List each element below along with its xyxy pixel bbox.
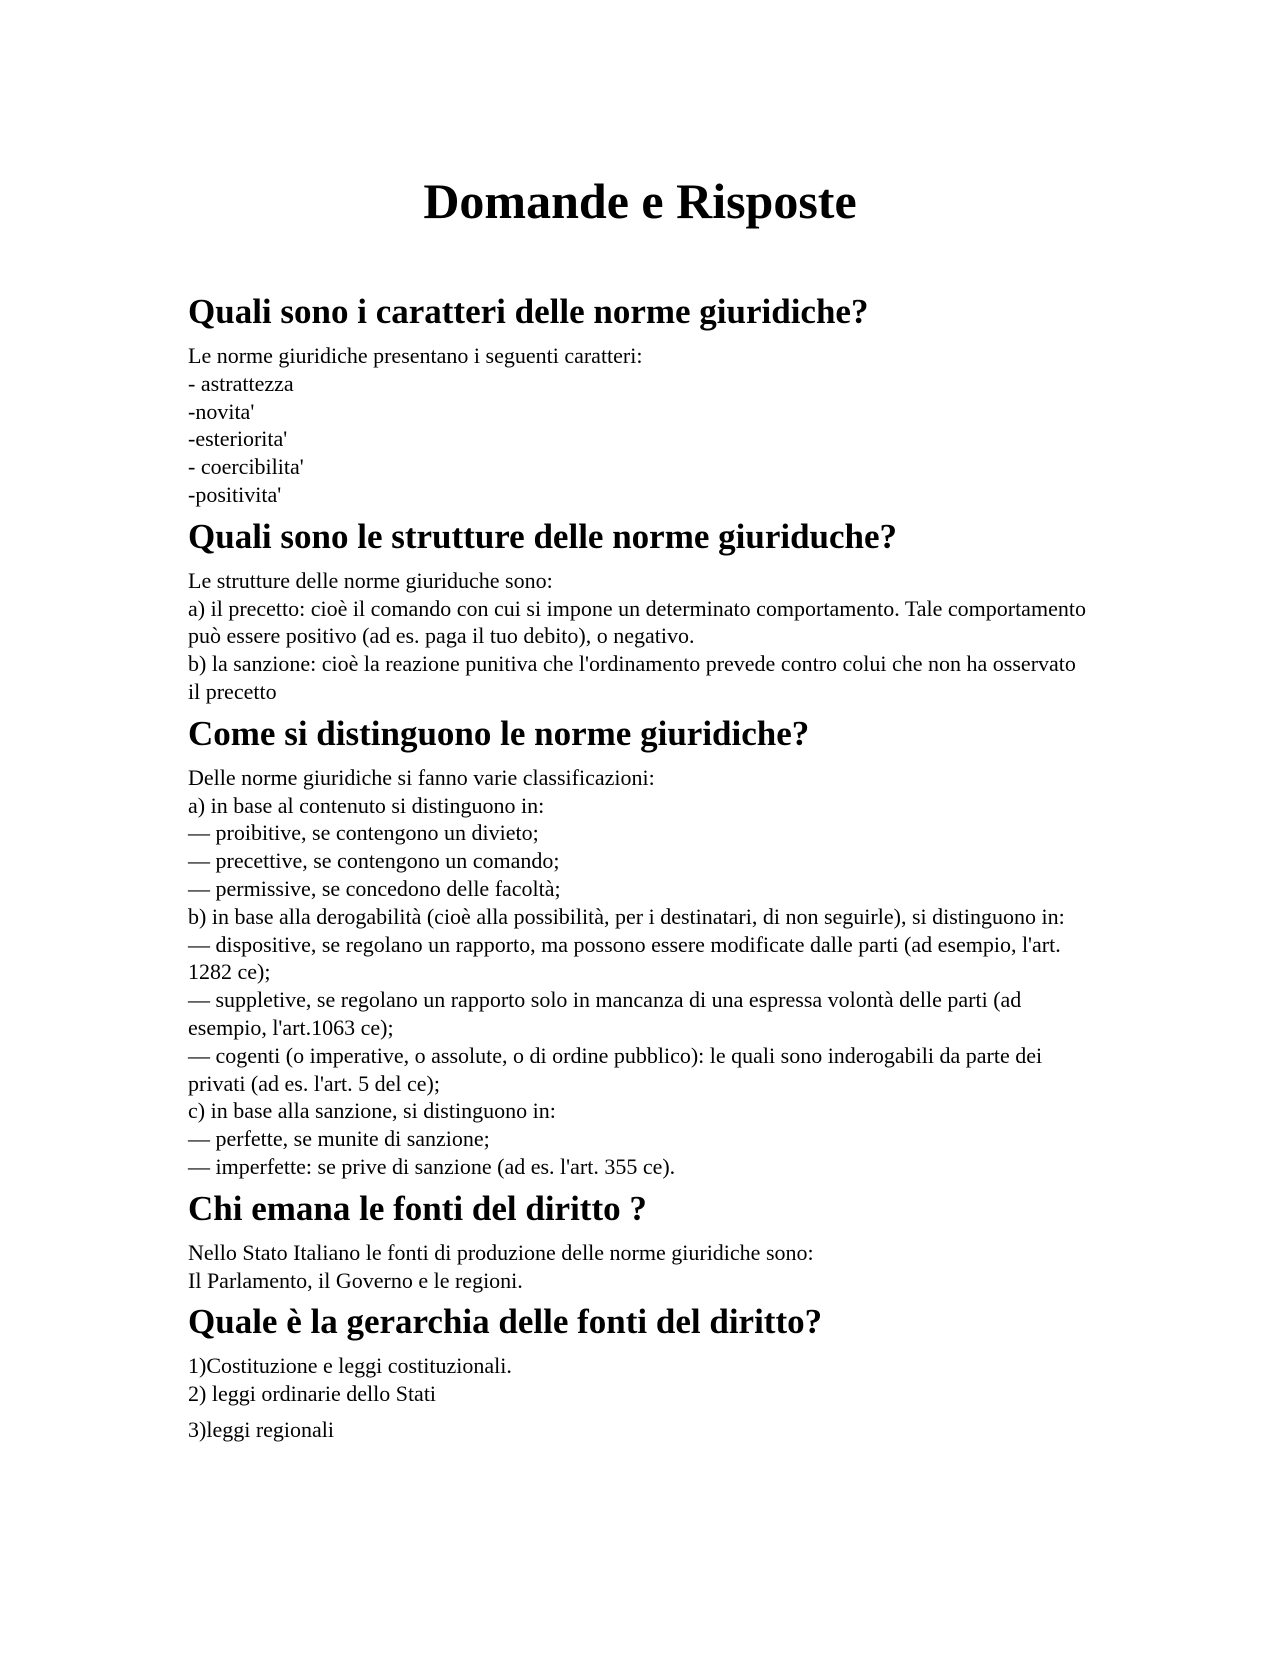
section-body (188, 567, 1092, 706)
text-line: — proibitive, se contengono un divieto; (188, 820, 539, 846)
text-line: — dispositive, se regolano un rapporto, ma possono essere modificate dalle parti (ad esempio, l'art. 1282 ce); (188, 931, 1067, 985)
text-line: Le norme giuridiche presentano i seguenti caratteri: (188, 343, 643, 368)
text-line: - astrattezza (188, 370, 294, 396)
section-gerarchia (188, 1300, 1088, 1443)
section-heading: Quali sono le strutture delle norme giuriduche? (188, 516, 898, 556)
text-line: 3)leggi regionali (188, 1416, 335, 1442)
section-strutture (188, 515, 1092, 706)
section-classificazioni (188, 712, 1088, 1181)
text-line: b) la sanzione: cioè la reazione punitiva che l'ordinamento prevede contro colui che non ha osservato il precetto (188, 651, 1082, 704)
text-line: 2) leggi ordinarie dello Stati (188, 1381, 437, 1407)
text-line: a) in base al contenuto si distinguono in: (188, 792, 545, 818)
text-line: Il Parlamento, il Governo e le regioni. (188, 1267, 523, 1293)
text-line: -esteriorita' (188, 426, 288, 452)
text-line: - coercibilita' (188, 454, 304, 480)
text-line: Nello Stato Italiano le fonti di produzione delle norme giuridiche sono: (188, 1239, 814, 1265)
text-line: Delle norme giuridiche si fanno varie classificazioni: (188, 764, 655, 790)
section-body (188, 342, 1088, 509)
section-heading: Quale è la gerarchia delle fonti del diritto? (188, 1302, 823, 1342)
text-line: — suppletive, se regolano un rapporto solo in mancanza di una espressa volontà delle parti (ad esempio, l'art.1063 ce); (188, 987, 1027, 1040)
document-title: Domande e Risposte (423, 173, 857, 229)
text-line: c) in base alla sanzione, si distinguono in: (188, 1098, 556, 1124)
section-caratteri (188, 290, 1088, 509)
section-fonti (188, 1187, 1088, 1295)
document-content (188, 290, 1092, 1450)
text-line: -positivita' (188, 481, 282, 507)
section-heading: Come si distinguono le norme giuridiche? (188, 713, 810, 753)
text-line: — cogenti (o imperative, o assolute, o di ordine pubblico): le quali sono inderogabili da parte dei privati (ad es. l'art. 5 del ce); (188, 1042, 1048, 1096)
text-line: a) il precetto: cioè il comando con cui si impone un determinato comportamento. Tale comportamento può essere positivo (ad es. paga il tuo debito), o negativo. (188, 595, 1092, 649)
text-line: -novita' (188, 398, 255, 424)
text-line: Le strutture delle norme giuriduche sono: (188, 567, 553, 593)
text-line: — perfette, se munite di sanzione; (188, 1126, 490, 1152)
section-body (188, 1239, 1088, 1295)
text-line: — imperfette: se prive di sanzione (ad es. l'art. 355 ce). (188, 1153, 676, 1179)
text-line: — precettive, se contengono un comando; (188, 848, 560, 874)
text-line: — permissive, se concedono delle facoltà; (188, 875, 561, 901)
section-body (188, 764, 1088, 1181)
section-heading: Chi emana le fonti del diritto ? (188, 1188, 647, 1228)
section-heading: Quali sono i caratteri delle norme giuridiche? (188, 292, 869, 331)
section-body (188, 1352, 1088, 1443)
text-line: b) in base alla derogabilità (cioè alla possibilità, per i destinatari, di non seguirle), si distinguono in: (188, 903, 1065, 929)
text-line: 1)Costituzione e leggi costituzionali. (188, 1353, 512, 1379)
